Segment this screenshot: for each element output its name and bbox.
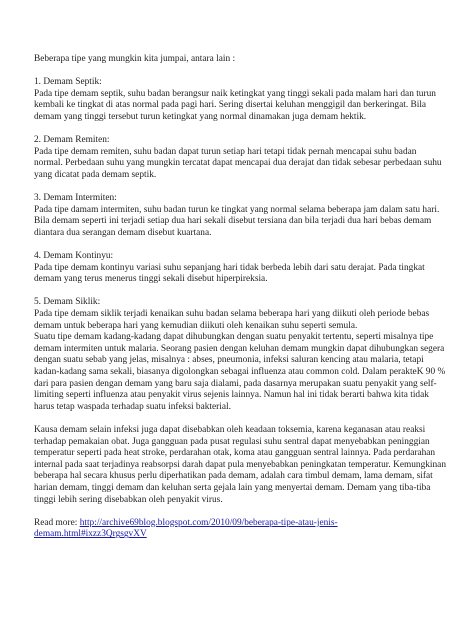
section-heading: 2. Demam Remiten: [34,135,110,146]
section-paragraph: Suatu tipe demam kadang-kadang dapat dihubungkan dengan suatu penyakit tertentu, seperti misalnya tipe demam intermiten untuk malaria. Seorang pasien dengan keluhan demam mungkin dapat dihubungkan segera dengan suatu sebab yang jelas, misalnya : abses, pneumonia, infeksi saluran kencing atau malaria, tetapi kadan-kadang sama sekali, biasanya digolongkan sebagai influenza atau common cold. Dalam perakteK 90 % dari para pasien dengan demam yang baru saja dialami, pada dasarnya merupakan suatu penyakit yang self-limiting seperti influenza atau penyakit virus sejenis lainnya. Namun hal ini tidak berarti bahwa kita tidak harus tetap waspada terhadap suatu infeksi bakterial. [34,332,446,412]
section-paragraph: Pada tipe demam remiten, suhu badan dapat turun setiap hari tetapi tidak pernah mencapai suhu badan normal. Perbedaan suhu yang mungkin tercatat dapat mencapai dua derajat dan tidak sebesar perbedaan suhu yang dicatat pada demam septik. [34,146,442,180]
section-demam-intermiten [34,193,446,239]
section-demam-septik [34,77,446,123]
read-more [34,518,446,541]
section-heading: 4. Demam Kontinyu: [34,251,114,262]
section-heading: 3. Demam Intermiten: [34,193,117,204]
section-paragraph: Pada tipe demam kontinyu variasi suhu sepanjang hari tidak berbeda lebih dari satu derajat. Pada tingkat demam yang terus menerus tinggi sekali disebut hiperpireksia. [34,262,425,285]
read-more-label: Read more: [34,517,78,528]
section-paragraph: Pada tipe damam intermiten, suhu badan turun ke tingkat yang normal selama beberapa jam dalam satu hari. Bila demam seperti ini terjadi setiap dua hari sekali disebut tersiana dan bila terjadi dua hari bebas demam diantara dua serangan demam disebut kuartana. [34,204,440,238]
closing-paragraph: Kausa demam selain infeksi juga dapat disebabkan oleh keadaan toksemia, karena keganasan atau reaksi terhadap pemakaian obat. Juga gangguan pada pusat regulasi suhu sentral dapat menyebabkan peninggian temperatur seperti pada heat stroke, perdarahan otak, koma atau gangguan sentral lainnya. Pada perdarahan internal pada saat terjadinya reabsorpsi darah dapat pula menyebabkan peningkatan temperatur. Kemungkinan beberapa hal secara khusus perlu diperhatikan pada demam, adalah cara timbul demam, lama demam, sifat harian demam, tinggi demam dan keluhan serta gejala lain yang menyertai demam. Demam yang tiba-tiba tinggi lebih sering disebabkan oleh penyakit virus. [34,425,447,505]
sections-container [34,77,446,413]
intro-text: Beberapa tipe yang mungkin kita jumpai, antara lain : [34,54,236,64]
read-more-link[interactable]: http://archive69blog.blogspot.com/2010/09/beberapa-tipe-atau-jenis-demam.html#ixzz3QrgsgvXV [34,517,338,540]
section-demam-siklik [34,297,446,413]
section-demam-kontinyu [34,251,446,286]
section-heading: 1. Demam Septik: [34,77,102,88]
section-demam-remiten [34,135,446,181]
section-heading: 5. Demam Siklik: [34,297,101,308]
section-paragraph: Pada tipe demam septik, suhu badan berangsur naik ketingkat yang tinggi sekali pada malam hari dan turun kembali ke tingkat di atas normal pada pagi hari. Sering disertai keluhan menggigil dan berkeringat. Bila demam yang tinggi tersebut turun ketingkat yang normal dinamakan juga demam hektik. [34,88,436,122]
section-paragraph: Pada tipe demam siklik terjadi kenaikan suhu badan selama beberapa hari yang diikuti oleh periode bebas demam untuk beberapa hari yang kemudian diikuti oleh kenaikan suhu seperti semula. [34,309,430,331]
